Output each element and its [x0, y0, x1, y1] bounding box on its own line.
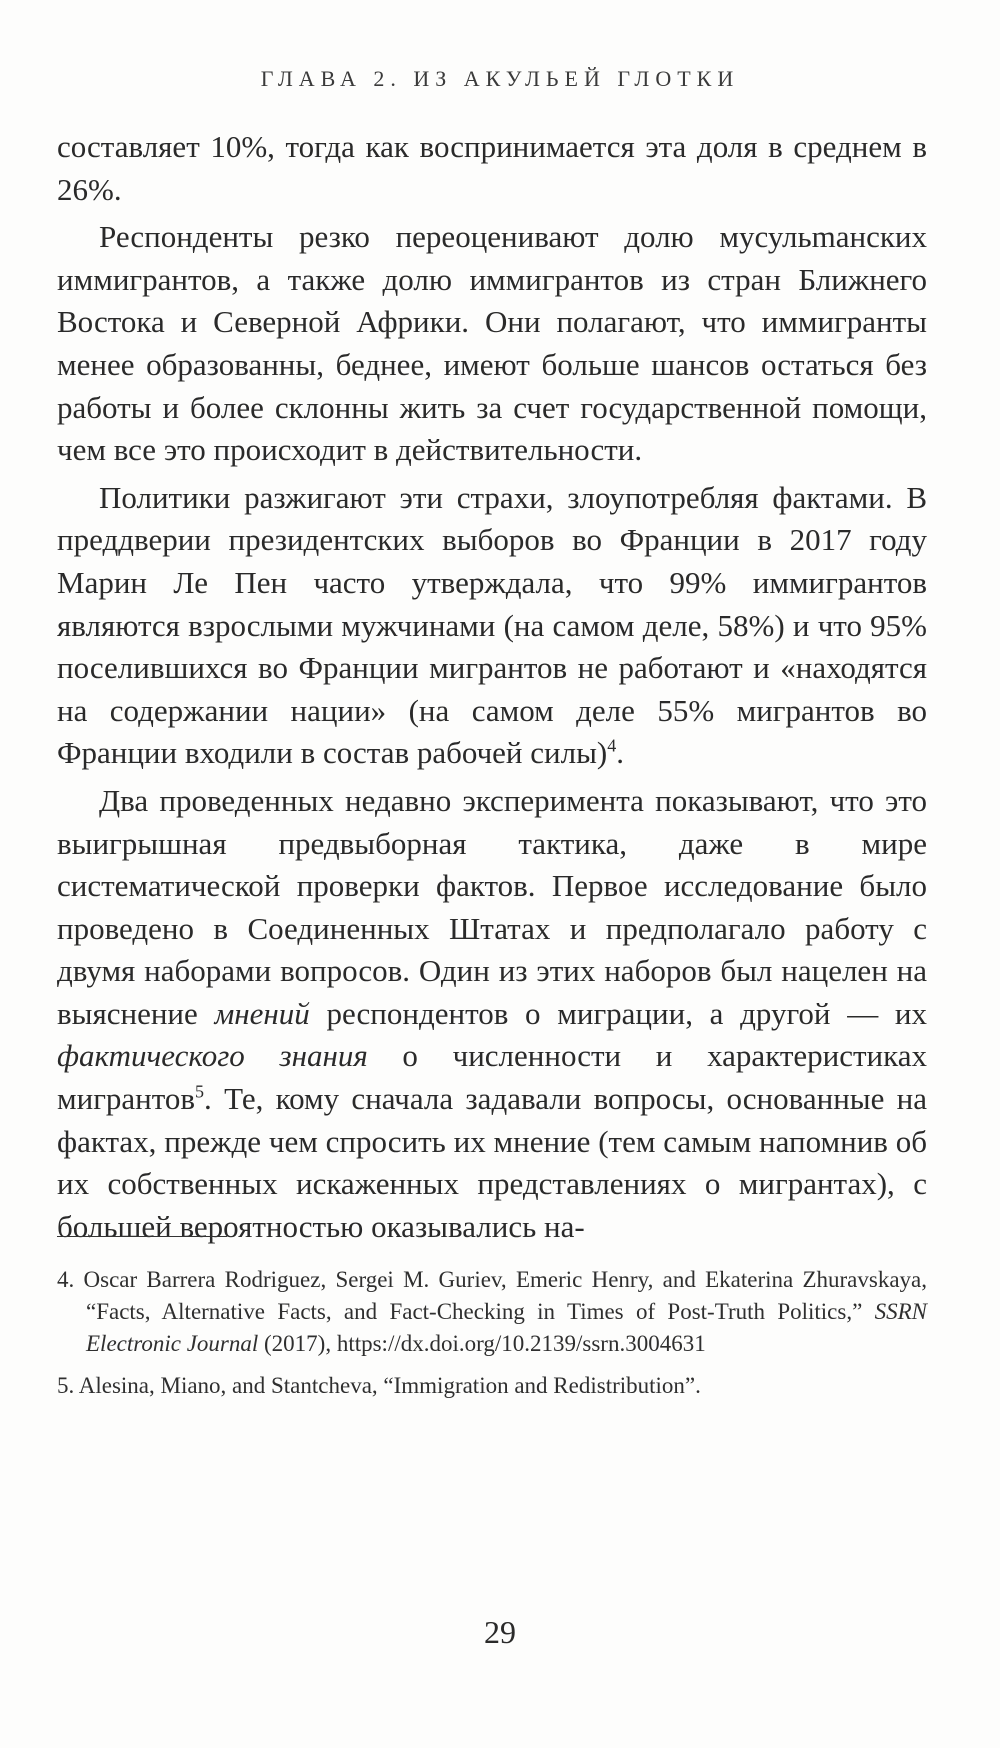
page-number: 29	[484, 1614, 516, 1650]
paragraph-2: Респонденты резко переоценивают долю мусульmанских иммигрантов, а также долю иммигрантов из стран Ближнего Востока и Северной Африки. Они полагают, что иммигранты менее образованны, беднее, имеют больше шансов остаться без работы и более склонны жить за счет государственной помощи, чем все это происходит в действительности.	[57, 219, 927, 468]
paragraph-4-text-d: . Те, кому сначала задавали вопросы, основанные на фактах, прежде чем спросить их мнение (тем самым напомнив об их собственных искаженных представлениях о мигрантах), с большей вероятностью оказывались на-	[57, 1081, 927, 1244]
paragraph-4-text-a: Два проведенных недавно эксперимента показывают, что это выигрышная предвыборная тактика, даже в мире систематической проверки фактов. Первое исследование было проведено в Соединенных Штатах и предполагало работу с двумя наборами вопросов. Один из этих наборов был нацелен на выяснение	[57, 782, 927, 1031]
paragraph-4	[57, 780, 927, 1249]
footnote-4-journal: SSRN Electronic Journal	[86, 1299, 927, 1356]
paragraph-3-end: .	[616, 735, 624, 771]
footnote-4-text-a: Oscar Barrera Rodriguez, Sergei M. Guriev, Emeric Henry, and Ekaterina Zhuravskaya, “Facts, Alternative Facts, and Fact-Checking in Times of Post-Truth Politics,”	[83, 1267, 928, 1324]
paragraph-4-italic-factual-knowledge: фактического знания	[57, 1038, 368, 1074]
footnote-4-text-b: (2017), https://dx.doi.org/10.2139/ssrn.3004631	[258, 1331, 706, 1356]
footnote-5	[57, 1370, 927, 1402]
paragraph-4-text-b: респондентов о миграции, а другой — их	[309, 995, 927, 1031]
body-text	[57, 126, 927, 1248]
paragraph-3-text: Политики разжигают эти страхи, злоупотребляя фактами. В преддверии президентских выборов во Франции в 2017 году Марин Ле Пен часто утверждала, что 99% иммигрантов являются взрослыми мужчинами (на самом деле, 58%) и что 95% поселившихся во Франции мигрантов не работают и «находятся на содержании нации» (на самом деле 55% мигрантов во Франции входили в состав рабочей силы)	[57, 479, 927, 771]
paragraph-3	[57, 477, 927, 775]
footnote-5-number: 5.	[57, 1373, 75, 1398]
paragraph-4-text-c: о численности и характеристиках мигрантов	[57, 1038, 927, 1117]
footnote-4-number: 4.	[57, 1267, 75, 1292]
footnote-5-text: Alesina, Miano, and Stantcheva, “Immigration and Redistribution”.	[78, 1373, 701, 1398]
footnote-divider	[57, 1236, 227, 1237]
footnote-ref-4: 4	[607, 735, 617, 756]
paragraph-4-italic-opinions: мнений	[214, 995, 310, 1031]
footnote-4	[57, 1264, 927, 1360]
footnotes	[57, 1264, 927, 1412]
running-head: ГЛАВА 2. ИЗ АКУЛЬЕЙ ГЛОТКИ	[260, 66, 740, 91]
paragraph-1: составляет 10%, тогда как воспринимается эта доля в среднем в 26%.	[57, 129, 927, 207]
footnote-ref-5: 5	[195, 1081, 205, 1102]
